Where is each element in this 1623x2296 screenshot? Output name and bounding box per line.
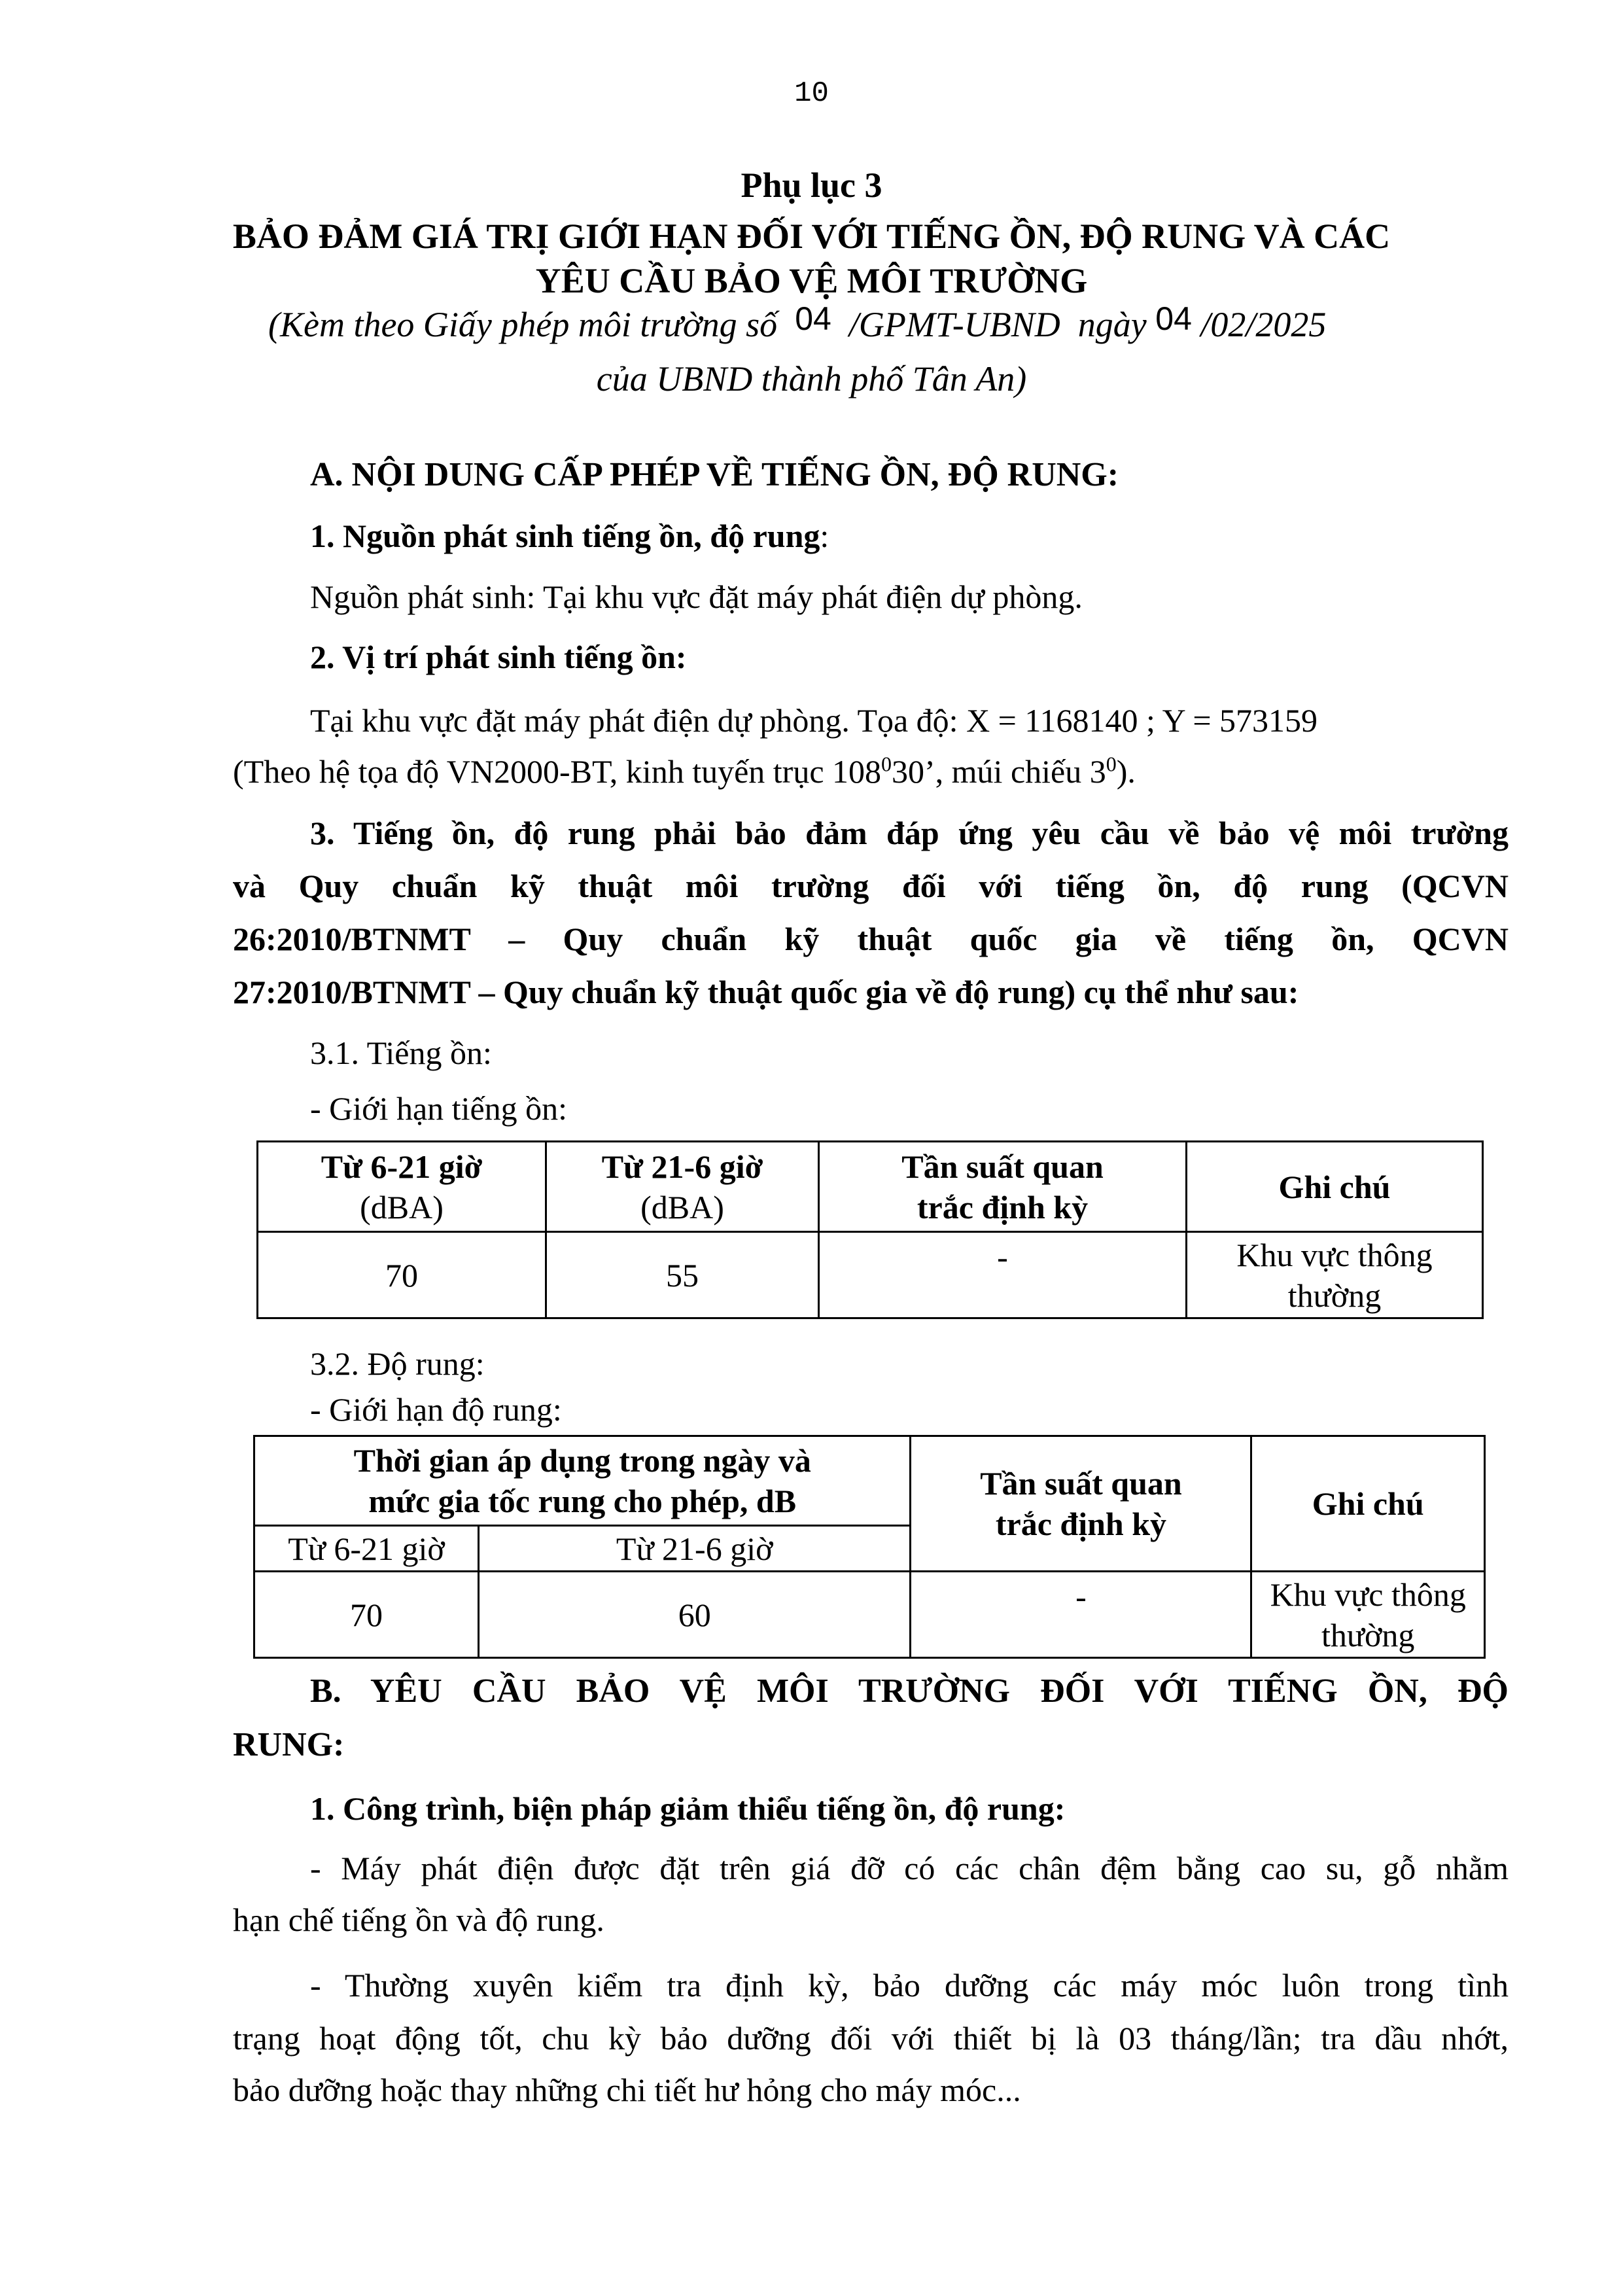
section-b-heading-line1: B. YÊU CẦU BẢO VỆ MÔI TRƯỜNG ĐỐI VỚI TIẾNG ỒN, ĐỘ [310, 1672, 1509, 1710]
section-a-item1 [310, 517, 829, 555]
noise-limit-label: - Giới hạn tiếng ồn: [310, 1090, 568, 1127]
attachment-reference-line2: của UBND thành phố Tân An) [596, 359, 1027, 398]
item3-line1: 3. Tiếng ồn, độ rung phải bảo đảm đáp ứng yêu cầu về bảo vệ môi trường [310, 815, 1509, 851]
vibration-header-frequency [911, 1436, 1251, 1572]
vibration-limit-table [253, 1435, 1486, 1659]
header-text: trắc định kỳ [916, 1188, 1089, 1226]
header-text: mức gia tốc rung cho phép, dB [368, 1483, 797, 1519]
section-b-p1-line1: - Máy phát điện được đặt trên giá đỡ có các chân đệm bằng cao su, gỗ nhằm [310, 1850, 1509, 1886]
notes-text: thường [1287, 1277, 1382, 1314]
noise-header-frequency [819, 1142, 1187, 1232]
notes-text: Khu vực thông [1236, 1236, 1433, 1273]
noise-value-day: 70 [258, 1232, 546, 1318]
item2-heading: 2. Vị trí phát sinh tiếng ồn: [310, 639, 687, 675]
attach-middle: /GPMT-UBND ngày [848, 305, 1147, 344]
item1-text: Nguồn phát sinh: Tại khu vực đặt máy phát điện dự phòng. [310, 578, 1083, 615]
notes-text: thường [1321, 1616, 1415, 1653]
permit-number: 04 [795, 300, 831, 337]
vibration-value-frequency: - [911, 1572, 1251, 1658]
header-unit: (dBA) [360, 1188, 444, 1226]
header-text: Tần suất quan [980, 1465, 1182, 1502]
notes-text: Khu vực thông [1270, 1576, 1466, 1613]
noise-value-frequency: - [819, 1232, 1187, 1318]
noise-value-night: 55 [546, 1232, 819, 1318]
degree-sup: 0 [881, 752, 892, 776]
vibration-value-day: 70 [254, 1572, 479, 1658]
attach-suffix: /02/2025 [1200, 305, 1327, 344]
header-text: Thời gian áp dụng trong ngày và [353, 1442, 811, 1479]
vibration-header-notes: Ghi chú [1251, 1436, 1485, 1572]
permit-day: 04 [1155, 300, 1192, 337]
item3-line2: và Quy chuẩn kỹ thuật môi trường đối với tiếng ồn, độ rung (QCVN [233, 868, 1509, 904]
noise-header-day [258, 1142, 546, 1232]
header-text: trắc định kỳ [995, 1506, 1167, 1542]
item1-colon: : [820, 518, 829, 554]
item2-text2-a: (Theo hệ tọa độ VN2000-BT, kinh tuyến trục 108 [233, 753, 882, 790]
attachment-reference [268, 300, 1327, 345]
vibration-value-night: 60 [479, 1572, 911, 1658]
item2-text2-b: 30’, múi chiếu 3 [892, 753, 1106, 790]
noise-heading: 3.1. Tiếng ồn: [310, 1034, 492, 1071]
noise-header-night [546, 1142, 819, 1232]
vibration-value-notes [1251, 1572, 1485, 1658]
header-unit: (dBA) [640, 1188, 724, 1226]
section-b-p2-line1: - Thường xuyên kiểm tra định kỳ, bảo dưỡng các máy móc luôn trong tình [310, 1967, 1509, 2004]
section-b-heading-line2: RUNG: [233, 1726, 345, 1763]
section-b-p2-line3: bảo dưỡng hoặc thay những chi tiết hư hỏng cho máy móc... [233, 2072, 1021, 2108]
item2-text: Tại khu vực đặt máy phát điện dự phòng. Tọa độ: X = 1168140 ; Y = 573159 [310, 702, 1318, 739]
degree-sup-2: 0 [1106, 752, 1117, 776]
item1-heading: 1. Nguồn phát sinh tiếng ồn, độ rung [310, 518, 820, 554]
vibration-header-time [254, 1436, 911, 1526]
section-b-p2-line2: trạng hoạt động tốt, chu kỳ bảo dưỡng đối với thiết bị là 03 tháng/lần; tra dầu nhớt, [233, 2020, 1509, 2057]
attach-prefix: (Kèm theo Giấy phép môi trường số [268, 305, 778, 344]
page-number: 10 [794, 77, 829, 110]
item3-line4: 27:2010/BTNMT – Quy chuẩn kỹ thuật quốc gia về độ rung) cụ thể như sau: [233, 974, 1299, 1010]
vibration-subheader-night: Từ 21-6 giờ [479, 1526, 911, 1572]
vibration-subheader-day: Từ 6-21 giờ [254, 1526, 479, 1572]
appendix-label: Phụ lục 3 [741, 166, 882, 205]
item2-text2 [233, 752, 1136, 790]
appendix-title-line2: YÊU CẦU BẢO VỆ MÔI TRƯỜNG [535, 261, 1088, 300]
section-a-heading: A. NỘI DUNG CẤP PHÉP VỀ TIẾNG ỒN, ĐỘ RUNG: [310, 456, 1119, 493]
section-b-p1-line2: hạn chế tiếng ồn và độ rung. [233, 1901, 604, 1938]
item3-line3: 26:2010/BTNMT – Quy chuẩn kỹ thuật quốc gia về tiếng ồn, QCVN [233, 921, 1509, 957]
header-text: Từ 21-6 giờ [601, 1148, 763, 1185]
vibration-heading: 3.2. Độ rung: [310, 1345, 485, 1382]
item2-text2-c: ). [1116, 753, 1136, 790]
vibration-limit-label: - Giới hạn độ rung: [310, 1391, 562, 1428]
noise-header-notes: Ghi chú [1187, 1142, 1483, 1232]
appendix-title-line1: BẢO ĐẢM GIÁ TRỊ GIỚI HẠN ĐỐI VỚI TIẾNG ỒN, ĐỘ RUNG VÀ CÁC [232, 217, 1391, 256]
noise-limit-table [256, 1140, 1484, 1319]
section-b-item1-heading: 1. Công trình, biện pháp giảm thiểu tiếng ồn, độ rung: [310, 1790, 1066, 1827]
header-text: Từ 6-21 giờ [321, 1148, 483, 1185]
noise-value-notes [1187, 1232, 1483, 1318]
header-text: Tần suất quan [901, 1148, 1104, 1185]
